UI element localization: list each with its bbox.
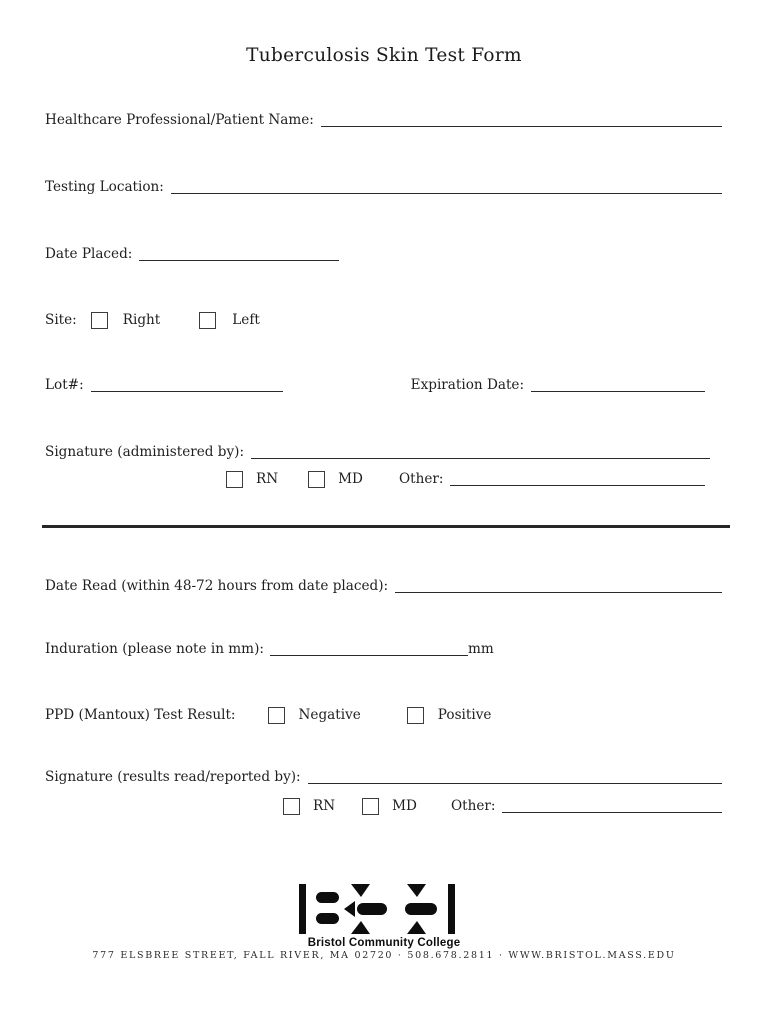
testing-location-input-line[interactable] bbox=[171, 193, 722, 194]
results-md-label: MD bbox=[392, 798, 417, 814]
name-input-line[interactable] bbox=[321, 126, 722, 127]
administered-rn-checkbox[interactable] bbox=[226, 471, 243, 488]
date-placed-row bbox=[45, 245, 339, 264]
name-row bbox=[45, 111, 722, 130]
bcc-logo bbox=[289, 884, 479, 949]
ppd-result-label: PPD (Mantoux) Test Result: bbox=[45, 707, 236, 723]
administered-md-label: MD bbox=[338, 471, 363, 487]
signature-administered-input-line[interactable] bbox=[251, 458, 710, 459]
result-positive-label: Positive bbox=[437, 707, 492, 723]
site-left-label: Left bbox=[232, 312, 260, 328]
site-left-checkbox[interactable] bbox=[199, 312, 216, 329]
date-read-input-line[interactable] bbox=[395, 592, 722, 593]
results-rn-checkbox[interactable] bbox=[283, 798, 300, 815]
date-read-row bbox=[45, 577, 722, 596]
expiration-label: Expiration Date: bbox=[410, 377, 525, 393]
results-other-label: Other: bbox=[450, 798, 496, 814]
induration-unit-label: mm bbox=[467, 641, 494, 657]
site-label: Site: bbox=[45, 312, 77, 328]
lot-expiration-row bbox=[45, 376, 705, 395]
site-right-checkbox[interactable] bbox=[91, 312, 108, 329]
bcc-logo-wordmark: Bristol Community College bbox=[307, 937, 461, 949]
date-placed-input-line[interactable] bbox=[139, 260, 339, 261]
date-read-label: Date Read (within 48-72 hours from date placed): bbox=[45, 578, 389, 594]
result-negative-label: Negative bbox=[298, 707, 361, 723]
signature-results-input-line[interactable] bbox=[308, 783, 722, 784]
induration-input-line[interactable] bbox=[270, 655, 468, 656]
ppd-result-row bbox=[45, 706, 491, 725]
administered-md-checkbox[interactable] bbox=[308, 471, 325, 488]
result-negative-checkbox[interactable] bbox=[268, 707, 285, 724]
induration-row bbox=[45, 640, 494, 659]
induration-label: Induration (please note in mm): bbox=[45, 641, 264, 657]
bcc-logo-icon bbox=[298, 884, 470, 934]
section-divider bbox=[42, 525, 730, 528]
signature-administered-row bbox=[45, 443, 710, 462]
lot-input-line[interactable] bbox=[91, 391, 283, 392]
signature-administered-label: Signature (administered by): bbox=[45, 444, 245, 460]
expiration-input-line[interactable] bbox=[531, 391, 705, 392]
administered-rn-label: RN bbox=[256, 471, 279, 487]
results-md-checkbox[interactable] bbox=[362, 798, 379, 815]
administered-other-label: Other: bbox=[398, 471, 444, 487]
site-row bbox=[45, 311, 260, 330]
signature-results-row bbox=[45, 768, 722, 787]
page-title: Tuberculosis Skin Test Form bbox=[246, 45, 522, 66]
signature-results-label: Signature (results read/reported by): bbox=[45, 769, 301, 785]
testing-location-row bbox=[45, 178, 722, 197]
results-rn-label: RN bbox=[313, 798, 336, 814]
site-right-label: Right bbox=[122, 312, 161, 328]
testing-location-label: Testing Location: bbox=[45, 179, 164, 195]
results-other-input-line[interactable] bbox=[502, 812, 722, 813]
results-credential-row bbox=[283, 797, 722, 816]
name-label: Healthcare Professional/Patient Name: bbox=[45, 112, 314, 128]
date-placed-label: Date Placed: bbox=[45, 246, 133, 262]
administered-credential-row bbox=[226, 470, 705, 489]
lot-label: Lot#: bbox=[45, 377, 84, 393]
administered-other-input-line[interactable] bbox=[450, 485, 705, 486]
footer-address: 777 ELSBREE STREET, FALL RIVER, MA 02720 · 508.678.2811 · WWW.BRISTOL.MASS.EDU bbox=[92, 950, 676, 961]
result-positive-checkbox[interactable] bbox=[407, 707, 424, 724]
